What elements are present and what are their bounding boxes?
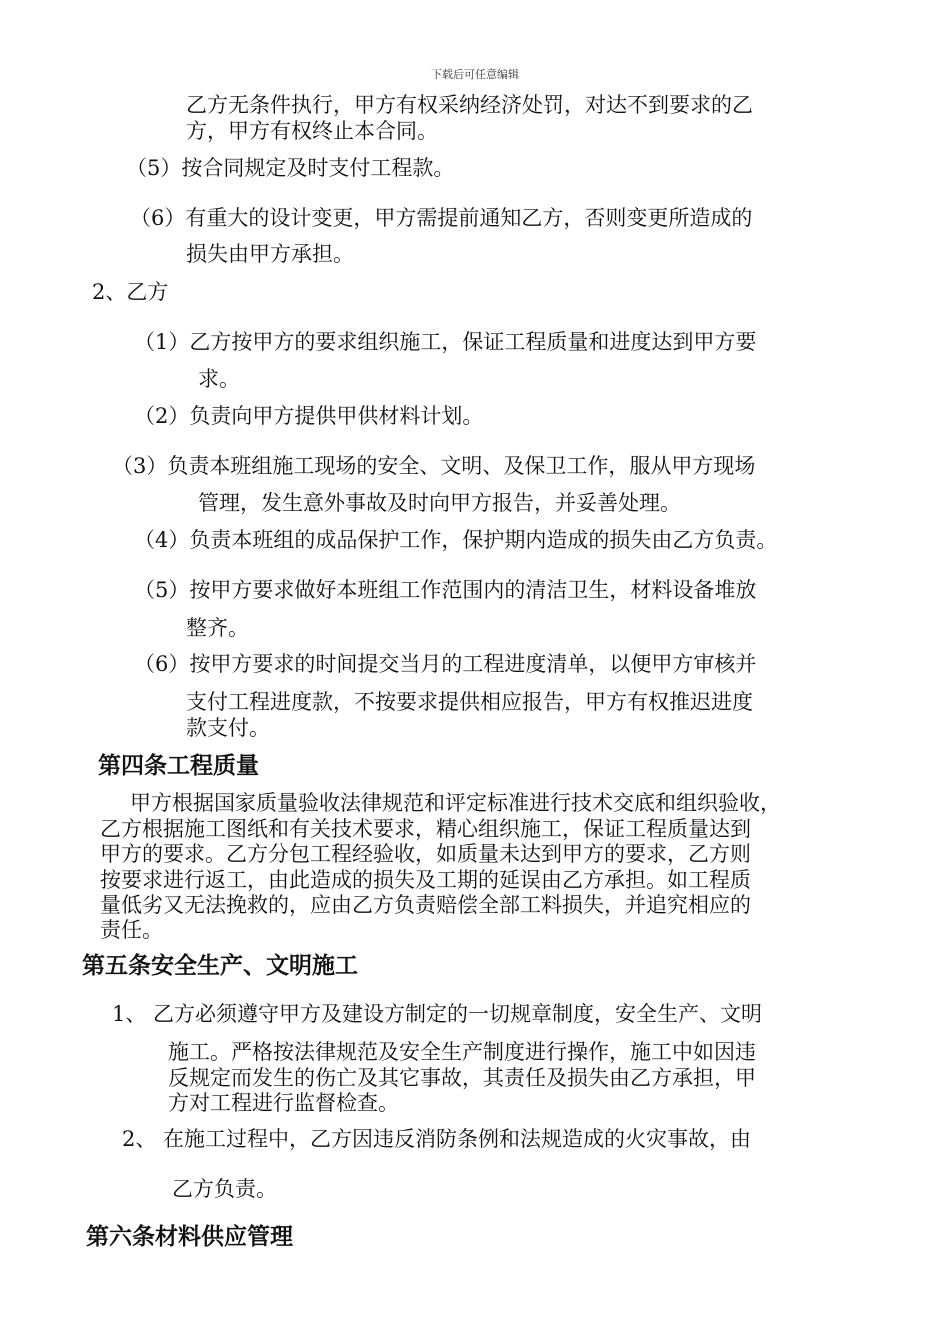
page-header: 下载后可任意编辑 bbox=[431, 68, 519, 81]
text-line: （6）按甲方要求的时间提交当月的工程进度清单，以便甲方审核并 bbox=[134, 652, 757, 676]
text-line: 乙方无条件执行，甲方有权采纳经济处罚，对达不到要求的乙 bbox=[186, 93, 753, 117]
text-line: 损失由甲方承担。 bbox=[186, 242, 354, 266]
section-heading-4: 第四条工程质量 bbox=[98, 753, 259, 779]
text-line: 施工。严格按法律规范及安全生产制度进行操作，施工中如因违 bbox=[168, 1040, 756, 1064]
text-line: （5）按合同规定及时支付工程款。 bbox=[126, 156, 455, 180]
text-line: 甲方的要求。乙方分包工程经验收，如质量未达到甲方的要求，乙方则 bbox=[100, 842, 751, 866]
text-line: （4）负责本班组的成品保护工作，保护期内造成的损失由乙方负责。 bbox=[134, 528, 778, 552]
text-line: 1、 乙方必须遵守甲方及建设方制定的一切规章制度，安全生产、文明 bbox=[112, 1002, 763, 1026]
section-heading-6: 第六条材料供应管理 bbox=[86, 1224, 293, 1250]
text-line: （1）乙方按甲方的要求组织施工，保证工程质量和进度达到甲方要 bbox=[134, 330, 757, 354]
text-line: 按要求进行返工，由此造成的损失及工期的延误由乙方承担。如工程质 bbox=[100, 868, 751, 892]
text-line: 方对工程进行监督检查。 bbox=[168, 1091, 399, 1115]
text-line: 乙方根据施工图纸和有关技术要求，精心组织施工，保证工程质量达到 bbox=[100, 817, 751, 841]
text-line: （5）按甲方要求做好本班组工作范围内的清洁卫生，材料设备堆放 bbox=[134, 578, 757, 602]
text-line: （2）负责向甲方提供甲供材料计划。 bbox=[134, 404, 484, 428]
text-line: 2、乙方 bbox=[92, 280, 169, 304]
text-line: 整齐。 bbox=[186, 616, 249, 640]
text-line: 乙方负责。 bbox=[172, 1177, 277, 1201]
text-line: 甲方根据国家质量验收法律规范和评定标准进行技术交底和组织验收， bbox=[130, 791, 781, 815]
text-line: 管理，发生意外事故及时向甲方报告，并妥善处理。 bbox=[198, 491, 681, 515]
section-heading-5: 第五条安全生产、文明施工 bbox=[82, 953, 358, 979]
text-line: 方，甲方有权终止本合同。 bbox=[186, 119, 438, 143]
text-line: 反规定而发生的伤亡及其它事故，其责任及损失由乙方承担，甲 bbox=[168, 1066, 756, 1090]
text-line: 求。 bbox=[198, 367, 240, 391]
text-line: 款支付。 bbox=[186, 716, 270, 740]
text-line: 支付工程进度款，不按要求提供相应报告，甲方有权推迟进度 bbox=[186, 690, 753, 714]
text-line: （3）负责本班组施工现场的安全、文明、及保卫工作，服从甲方现场 bbox=[112, 454, 756, 478]
text-line: （6）有重大的设计变更，甲方需提前通知乙方，否则变更所造成的 bbox=[130, 206, 753, 230]
text-line: 责任。 bbox=[100, 918, 163, 942]
text-line: 量低劣又无法挽救的，应由乙方负责赔偿全部工料损失，并追究相应的 bbox=[100, 893, 751, 917]
text-line: 2、 在施工过程中，乙方因违反消防条例和法规造成的火灾事故，由 bbox=[122, 1127, 752, 1151]
